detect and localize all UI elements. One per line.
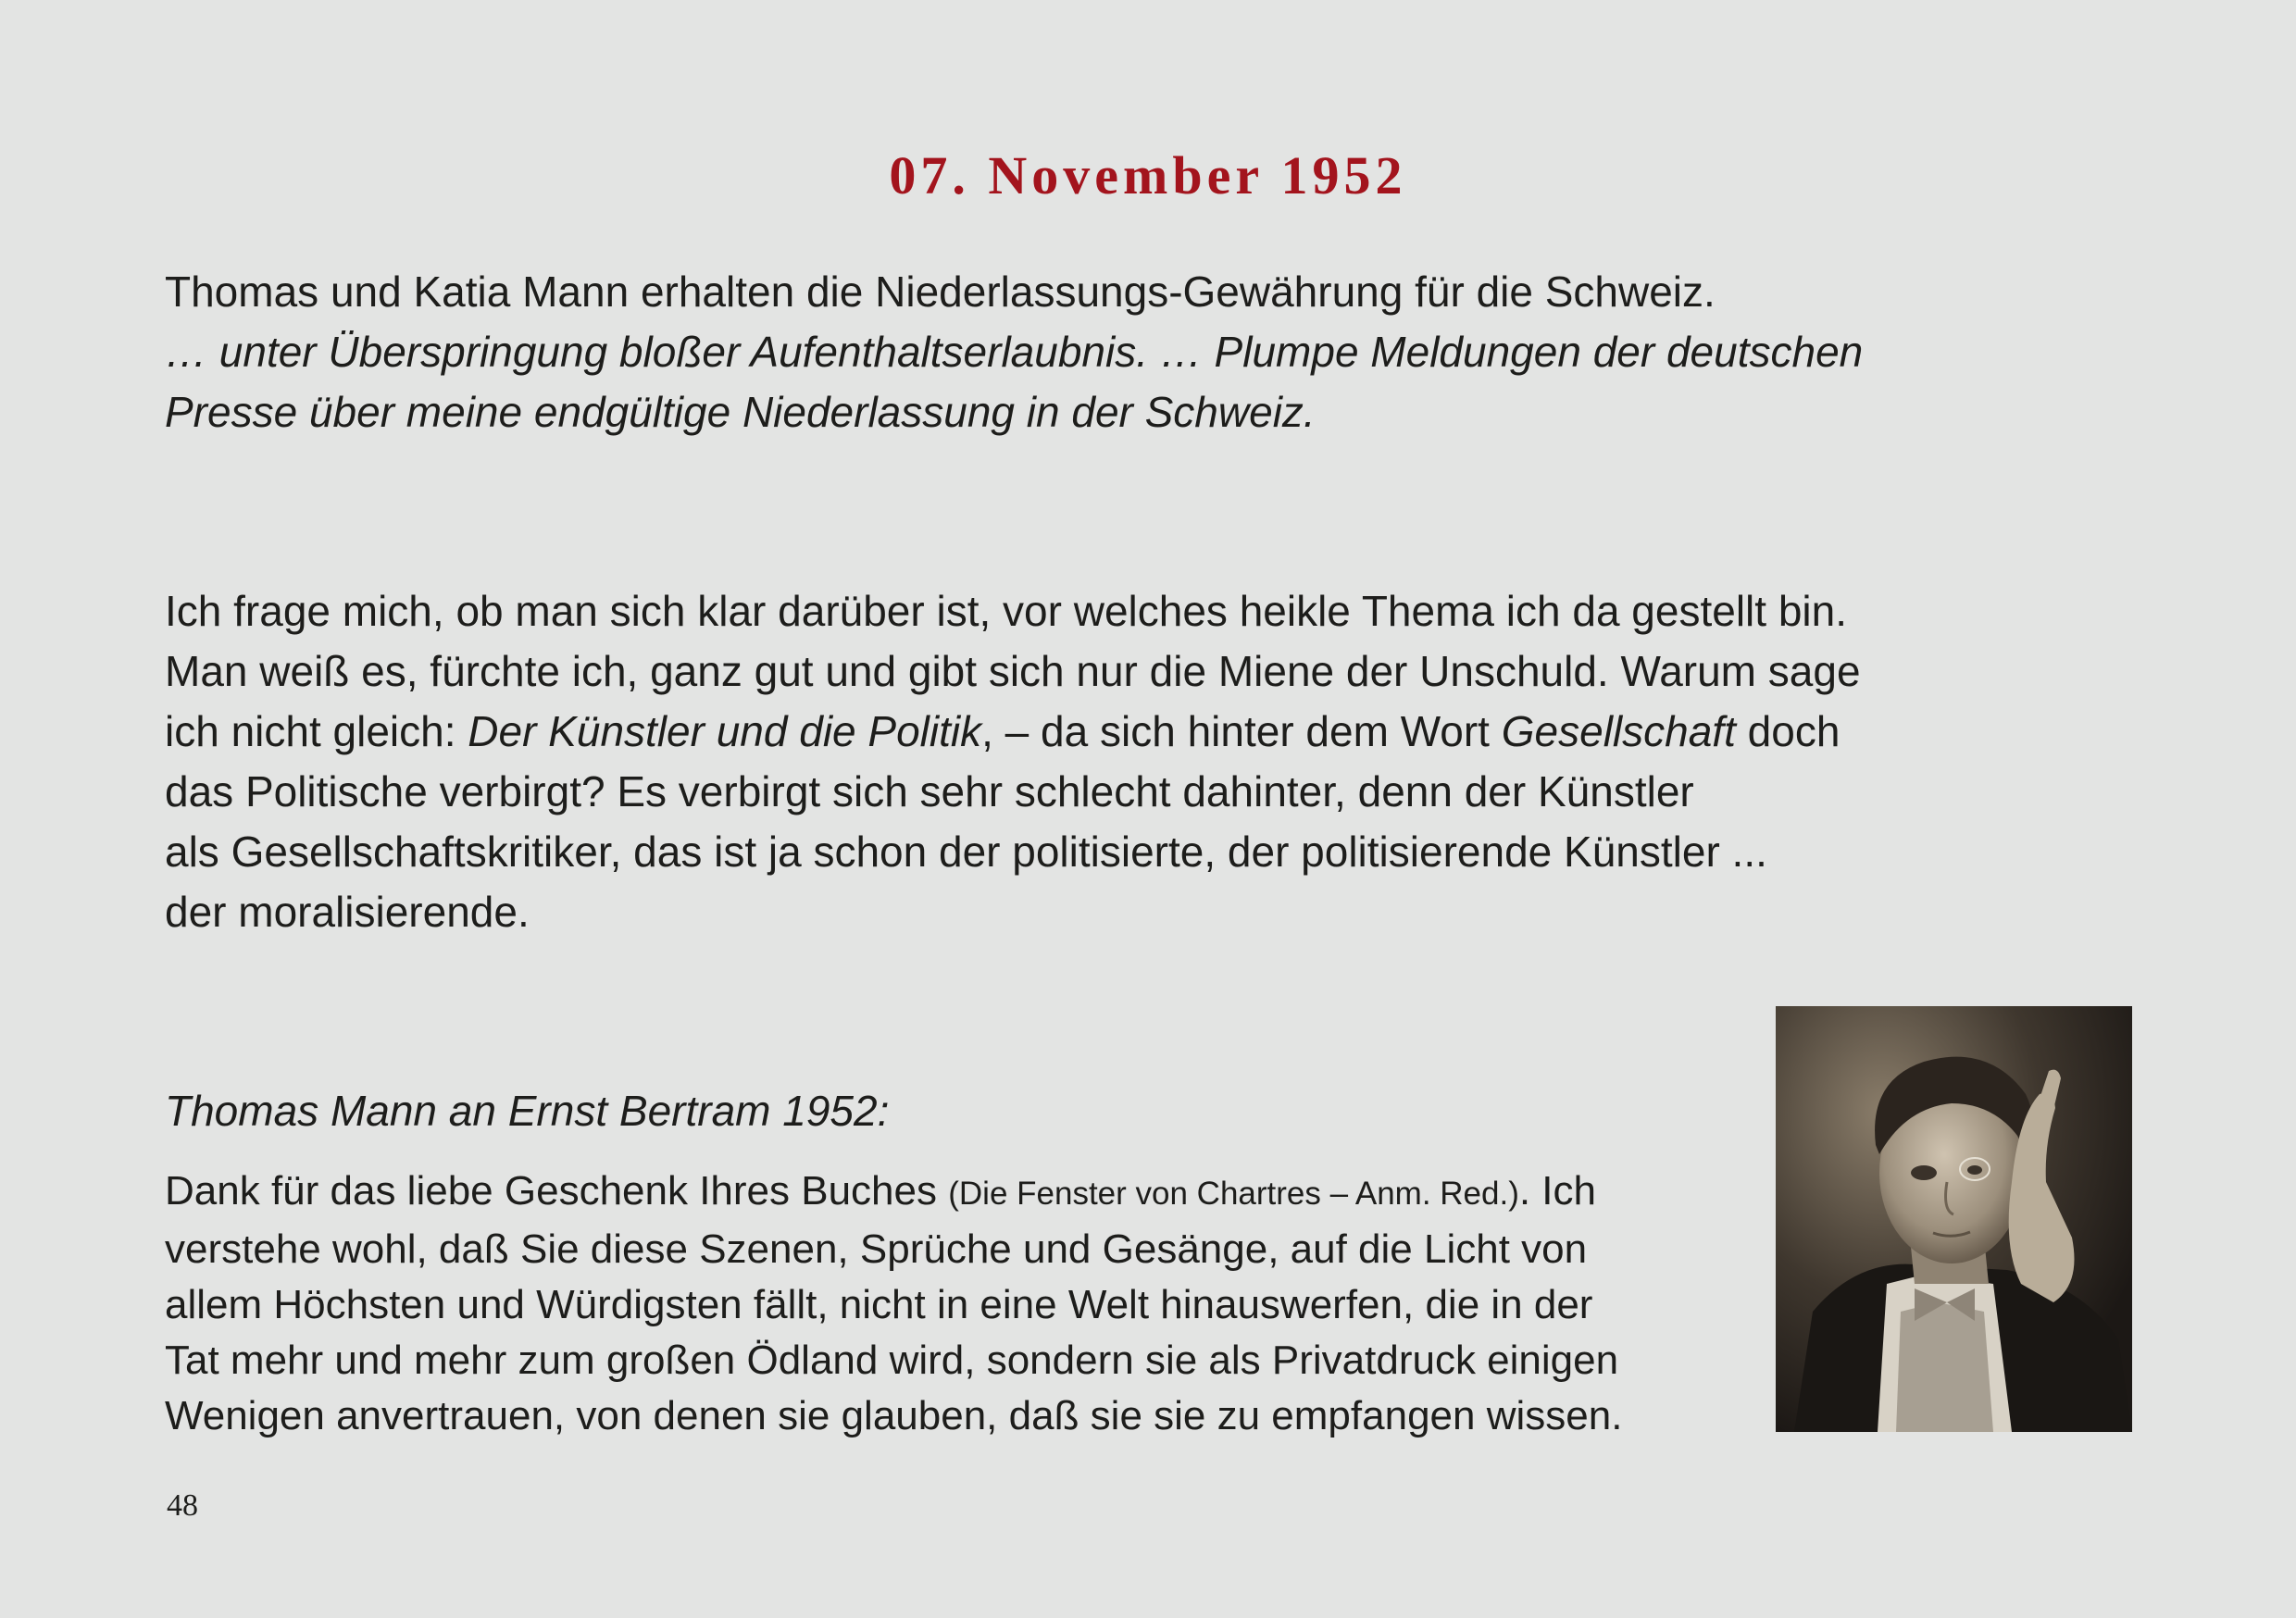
quote-line: der moralisierende.	[165, 888, 530, 936]
letter-line: verstehe wohl, daß Sie diese Szenen, Sprüche und Gesänge, auf die Licht von	[165, 1226, 1588, 1272]
letter-paragraph	[165, 1164, 1622, 1444]
quote-line: das Politische verbirgt? Es verbirgt sich sehr schlecht dahinter, denn der Künstler	[165, 767, 1694, 815]
quote-text: , – da sich hinter dem Wort	[981, 707, 1502, 755]
quote-term-italic: Gesellschaft	[1501, 707, 1736, 755]
letter-line: allem Höchsten und Würdigsten fällt, nicht in eine Welt hinauswerfen, die in der	[165, 1282, 1593, 1327]
letter-text: . Ich	[1518, 1168, 1597, 1214]
intro-line: Thomas und Katia Mann erhalten die Niederlassungs-Gewährung für die Schweiz.	[165, 268, 1716, 316]
quote-text: ich nicht gleich:	[165, 707, 468, 755]
portrait-illustration	[1776, 1006, 2132, 1432]
intro-quote-line: Presse über meine endgültige Niederlassung in der Schweiz.	[165, 388, 1316, 436]
intro-quote-line: … unter Überspringung bloßer Aufenthaltserlaubnis. … Plumpe Meldungen der deutschen	[165, 328, 1864, 376]
letter-heading: Thomas Mann an Ernst Bertram 1952:	[165, 1087, 890, 1135]
letter-line: Wenigen anvertrauen, von denen sie glauben, daß sie sie zu empfangen wissen.	[165, 1393, 1623, 1438]
quote-line	[165, 702, 1861, 762]
letter-text: Dank für das liebe Geschenk Ihres Buches	[165, 1168, 949, 1214]
quote-title-italic: Der Künstler und die Politik	[468, 707, 982, 755]
portrait-photo	[1776, 1006, 2132, 1432]
quote-line: Ich frage mich, ob man sich klar darüber ist, vor welches heikle Thema ich da gestellt bin.	[165, 587, 1847, 635]
editor-note: (Die Fenster von Chartres – Anm. Red.)	[948, 1176, 1519, 1212]
quote-paragraph	[165, 581, 1861, 942]
page-number: 48	[167, 1488, 198, 1523]
quote-line: als Gesellschaftskritiker, das ist ja schon der politisierte, der politisierende Künstler ...	[165, 828, 1767, 876]
letter-line	[165, 1164, 1622, 1222]
letter-line: Tat mehr und mehr zum großen Ödland wird, sondern sie als Privatdruck einigen	[165, 1338, 1619, 1383]
page-title: 07. November 1952	[889, 145, 1407, 205]
quote-text: doch	[1735, 707, 1841, 755]
intro-paragraph	[165, 262, 1863, 442]
quote-line: Man weiß es, fürchte ich, ganz gut und gibt sich nur die Miene der Unschuld. Warum sage	[165, 647, 1861, 695]
